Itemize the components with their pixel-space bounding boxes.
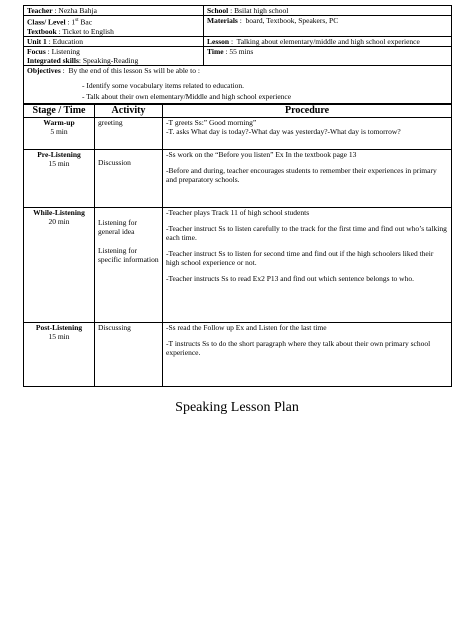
materials-cell: Materials : board, Textbook, Speakers, PC xyxy=(204,16,452,37)
lesson-cell: Lesson : Talking about elementary/middle and high school experience xyxy=(204,36,452,46)
stage-name: Post-Listening xyxy=(35,322,83,332)
procedure-table xyxy=(23,104,452,387)
procedure-item: -Before and during, teacher encourages students to remember their experiences in primary and preparatory schools. xyxy=(166,165,437,184)
activity-item: Listening for general idea xyxy=(98,217,137,236)
school-cell: School : Bsilat high school xyxy=(204,6,452,16)
stage-time: 20 min xyxy=(48,216,70,226)
objective-item: - Talk about their own elementary/Middle and high school experience xyxy=(82,91,292,101)
procedure-item: -T instructs Ss to do the short paragraph where they talk about their own primary school experience. xyxy=(166,338,431,357)
stage-row-while-listening xyxy=(24,207,452,322)
school-value: Bsilat high school xyxy=(234,6,289,15)
class-value-sup: st xyxy=(75,18,79,23)
procedure-item: -T greets Ss:” Good morning” xyxy=(166,117,257,127)
procedure-item: -Teacher instruct Ss to listen for second time and find out if the high schoolers liked their high school experience or not. xyxy=(166,248,434,267)
procedure-item: -Ss work on the “Before you listen” Ex In the textbook page 13 xyxy=(166,149,357,159)
objective-item: - Identify some vocabulary items related to education. xyxy=(82,80,245,90)
stage-row-post-listening xyxy=(24,322,452,386)
time-label: Time xyxy=(207,46,224,56)
stage-cell xyxy=(24,117,95,149)
stage-cell xyxy=(24,207,95,322)
teacher-label: Teacher xyxy=(27,6,53,15)
skills-label: Integrated skills xyxy=(27,55,79,65)
lesson-value: Talking about elementary/middle and high school experience xyxy=(236,36,420,46)
activity-item: Discussion xyxy=(98,157,131,167)
time-value: 55 mins xyxy=(229,46,254,56)
class-label: Class/ Level xyxy=(27,17,66,27)
stage-time: 5 min xyxy=(50,126,68,136)
procedure-cell xyxy=(163,207,452,322)
textbook-label: Textbook xyxy=(27,26,57,36)
materials-value: board, Textbook, Speakers, PC xyxy=(245,16,339,25)
skills-value: Speaking-Reading xyxy=(82,55,139,65)
focus-label: Focus xyxy=(27,46,46,56)
class-cell: Class/ Level : 1st Bac Textbook : Ticket to English xyxy=(24,16,204,37)
stage-name: Warm-up xyxy=(43,117,75,127)
objectives-intro: By the end of this lesson Ss will be able to : xyxy=(68,65,200,75)
school-label: School xyxy=(207,6,229,15)
activity-cell xyxy=(95,322,163,386)
header-table xyxy=(23,5,452,104)
col-procedure-header: Procedure xyxy=(163,104,452,117)
col-activity-header: Activity xyxy=(95,104,163,117)
activity-cell xyxy=(95,207,163,322)
procedure-item: -T. asks What day is today?-What day was yesterday?-What day is tomorrow? xyxy=(166,126,401,136)
lesson-label: Lesson xyxy=(207,36,230,46)
procedure-cell xyxy=(163,117,452,149)
document-caption: Speaking Lesson Plan xyxy=(175,400,299,415)
stage-row-pre-listening xyxy=(24,149,452,207)
procedure-cell xyxy=(163,322,452,386)
class-value-prefix: 1 xyxy=(71,17,76,27)
procedure-item: -Teacher instruct Ss to listen carefully to the track for the first time and find out who’s talking each time. xyxy=(166,223,447,242)
unit-cell: Unit 1 : Education xyxy=(24,36,204,46)
teacher-value: Nezha Bahja xyxy=(58,6,97,15)
objectives-label: Objectives xyxy=(27,65,61,75)
stage-time: 15 min xyxy=(48,158,70,168)
procedure-cell xyxy=(163,149,452,207)
unit-label: Unit 1 xyxy=(27,36,47,46)
activity-cell xyxy=(95,117,163,149)
col-stage-header: Stage / Time xyxy=(24,104,95,117)
stage-cell xyxy=(24,149,95,207)
procedure-header-row xyxy=(24,104,452,117)
objectives-cell: Objectives : By the end of this lesson Ss will be able to : - Identify some vocabulary items related to education. - Talk about their own elementary/Middle and high school experience xyxy=(24,65,452,103)
stage-name: Pre-Listening xyxy=(37,149,81,159)
procedure-item: -Teacher plays Track 11 of high school students xyxy=(166,207,310,217)
lesson-plan-page xyxy=(23,5,451,387)
activity-item: Discussing xyxy=(98,322,131,332)
activity-cell xyxy=(95,149,163,207)
procedure-item: -Teacher instructs Ss to read Ex2 P13 and find out which sentence belongs to who. xyxy=(166,273,414,283)
stage-name: While-Listening xyxy=(33,207,85,217)
activity-item: Listening for specific information xyxy=(98,245,159,264)
stage-row-warm-up xyxy=(24,117,452,149)
activity-item: greeting xyxy=(98,117,123,127)
objectives-list xyxy=(82,81,448,101)
stage-time: 15 min xyxy=(48,331,70,341)
teacher-cell: Teacher : Nezha Bahja xyxy=(24,6,204,16)
stage-cell xyxy=(24,322,95,386)
procedure-item: -Ss read the Follow up Ex and Listen for the last time xyxy=(166,322,327,332)
class-value-suffix: Bac xyxy=(80,17,93,27)
materials-label: Materials xyxy=(207,16,238,25)
unit-value: Education xyxy=(52,36,84,46)
focus-value: Listening xyxy=(51,46,80,56)
focus-cell: Focus : Listening Integrated skills: Speaking-Reading xyxy=(24,46,204,65)
textbook-value: Ticket to English xyxy=(62,26,114,36)
time-cell: Time : 55 mins xyxy=(204,46,452,65)
